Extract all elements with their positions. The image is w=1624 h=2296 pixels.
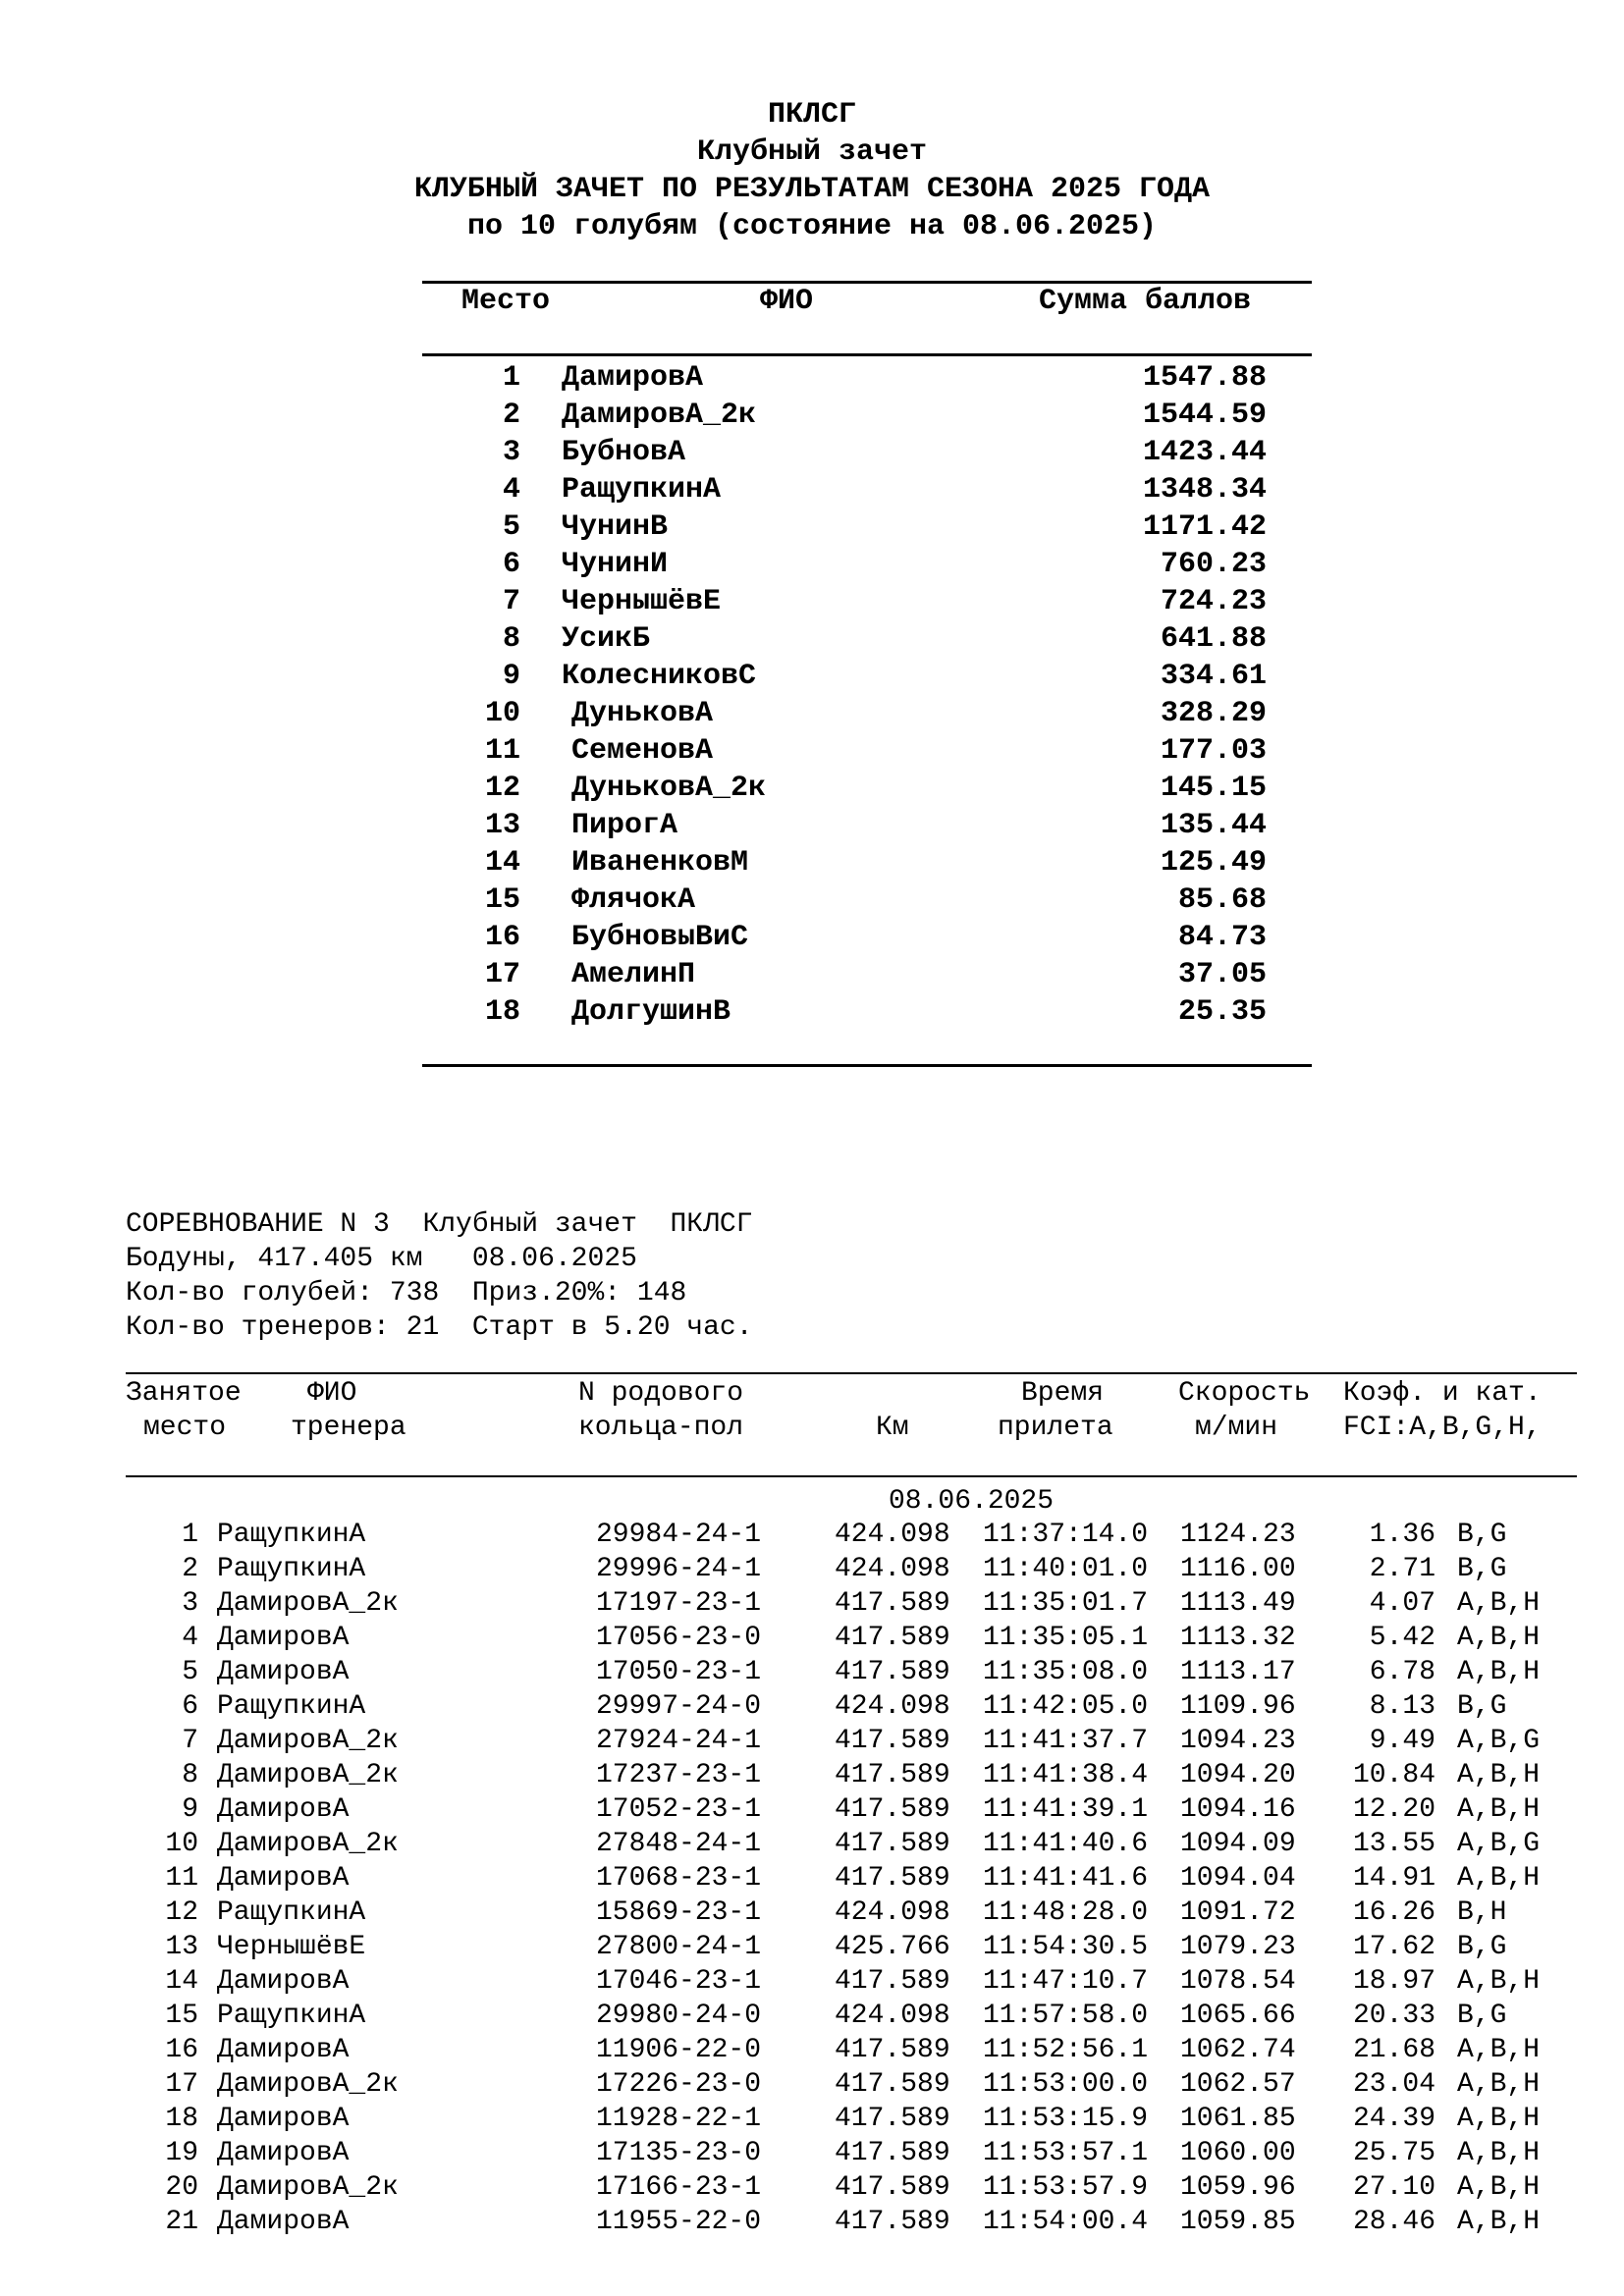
summary-place: 17 — [484, 958, 520, 991]
summary-row — [422, 508, 1312, 546]
result-speed: 1094.23 — [1180, 1726, 1296, 1756]
summary-subtitle: Клубный зачет — [696, 135, 928, 169]
summary-header-rule — [422, 353, 1312, 356]
result-time: 11:40:01.0 — [983, 1554, 1149, 1584]
competition-line-4: Кол-во тренеров: 21 Старт в 5.20 час. — [126, 1312, 753, 1343]
summary-name: ДуньковА — [571, 697, 714, 730]
summary-place: 8 — [502, 622, 520, 656]
results-row — [126, 1689, 1577, 1724]
summary-row — [422, 956, 1312, 993]
result-coef: 24.39 — [1352, 2104, 1435, 2134]
result-km: 424.098 — [835, 2001, 950, 2031]
result-time: 11:53:00.0 — [983, 2069, 1149, 2100]
result-coef: 14.91 — [1352, 1863, 1435, 1894]
result-place: 10 — [165, 1829, 198, 1859]
results-row — [126, 2033, 1577, 2067]
result-km: 425.766 — [835, 1932, 950, 1962]
result-speed: 1060.00 — [1180, 2138, 1296, 2168]
summary-place: 7 — [502, 585, 520, 618]
summary-place: 13 — [484, 809, 520, 842]
result-place: 13 — [165, 1932, 198, 1962]
summary-score: 724.23 — [1160, 585, 1267, 618]
result-coef: 2.71 — [1369, 1554, 1435, 1584]
summary-score: 37.05 — [1177, 958, 1267, 991]
result-coef: 5.42 — [1369, 1623, 1435, 1653]
result-ring: 29984-24-1 — [596, 1520, 762, 1550]
col-name-2: тренера — [291, 1413, 406, 1443]
results-row — [126, 1792, 1577, 1827]
summary-name: ЧернышёвЕ — [562, 585, 722, 618]
summary-row — [422, 844, 1312, 881]
summary-score: 334.61 — [1160, 660, 1267, 693]
results-row — [126, 1621, 1577, 1655]
result-category: B,G — [1457, 1554, 1507, 1584]
col-km: Км — [876, 1413, 909, 1443]
summary-score: 125.49 — [1160, 846, 1267, 880]
result-category: A,B,H — [1457, 2069, 1541, 2100]
result-coef: 21.68 — [1352, 2035, 1435, 2065]
result-category: A,B,H — [1457, 1623, 1541, 1653]
result-km: 417.589 — [835, 2172, 950, 2203]
summary-name: ДамировА_2к — [562, 399, 757, 432]
result-ring: 17237-23-1 — [596, 1760, 762, 1790]
result-speed: 1113.49 — [1180, 1588, 1296, 1619]
results-row — [126, 1861, 1577, 1896]
result-speed: 1094.09 — [1180, 1829, 1296, 1859]
result-name: ДамировА_2к — [217, 1588, 399, 1619]
result-category: A,B,H — [1457, 1794, 1541, 1825]
summary-score: 25.35 — [1177, 995, 1267, 1029]
summary-row — [422, 658, 1312, 695]
result-place: 15 — [165, 2001, 198, 2031]
result-ring: 29997-24-0 — [596, 1691, 762, 1722]
competition-line-1: СОРЕВНОВАНИЕ N 3 Клубный зачет ПКЛСГ — [126, 1209, 753, 1240]
result-speed: 1109.96 — [1180, 1691, 1296, 1722]
summary-row — [422, 881, 1312, 919]
result-coef: 25.75 — [1352, 2138, 1435, 2168]
result-category: A,B,H — [1457, 2207, 1541, 2237]
result-speed: 1094.04 — [1180, 1863, 1296, 1894]
results-row — [126, 1930, 1577, 1964]
result-ring: 17068-23-1 — [596, 1863, 762, 1894]
result-name: ДамировА — [217, 1863, 350, 1894]
result-ring: 11906-22-0 — [596, 2035, 762, 2065]
result-km: 417.589 — [835, 1623, 950, 1653]
result-time: 11:41:39.1 — [983, 1794, 1149, 1825]
result-coef: 9.49 — [1369, 1726, 1435, 1756]
summary-place: 4 — [502, 473, 520, 507]
summary-row — [422, 434, 1312, 471]
result-ring: 29996-24-1 — [596, 1554, 762, 1584]
result-place: 1 — [182, 1520, 198, 1550]
result-ring: 29980-24-0 — [596, 2001, 762, 2031]
summary-name: СеменовА — [571, 734, 714, 768]
result-km: 417.589 — [835, 1726, 950, 1756]
summary-name: РащупкинА — [562, 473, 722, 507]
result-category: B,G — [1457, 1520, 1507, 1550]
result-place: 21 — [165, 2207, 198, 2237]
result-time: 11:48:28.0 — [983, 1897, 1149, 1928]
result-name: ДамировА — [217, 2138, 350, 2168]
summary-row — [422, 620, 1312, 658]
result-coef: 23.04 — [1352, 2069, 1435, 2100]
results-row — [126, 1827, 1577, 1861]
summary-row — [422, 359, 1312, 397]
result-km: 417.589 — [835, 1794, 950, 1825]
result-time: 11:54:00.4 — [983, 2207, 1149, 2237]
summary-score: 1348.34 — [1142, 473, 1267, 507]
summary-place: 5 — [502, 510, 520, 544]
result-name: ДамировА — [217, 1794, 350, 1825]
result-speed: 1062.57 — [1180, 2069, 1296, 2100]
org-title: ПКЛСГ — [767, 98, 856, 132]
result-km: 417.589 — [835, 2138, 950, 2168]
result-category: B,G — [1457, 1932, 1507, 1962]
summary-place: 14 — [484, 846, 520, 880]
summary-score: 177.03 — [1160, 734, 1267, 768]
result-category: A,B,H — [1457, 1760, 1541, 1790]
result-place: 19 — [165, 2138, 198, 2168]
result-speed: 1113.32 — [1180, 1623, 1296, 1653]
summary-row — [422, 695, 1312, 732]
results-row — [126, 1724, 1577, 1758]
result-km: 417.589 — [835, 1829, 950, 1859]
result-km: 417.589 — [835, 1966, 950, 1997]
result-place: 4 — [182, 1623, 198, 1653]
result-place: 9 — [182, 1794, 198, 1825]
result-name: РащупкинА — [217, 1554, 366, 1584]
summary-name: ИваненковМ — [571, 846, 749, 880]
result-km: 417.589 — [835, 1863, 950, 1894]
result-ring: 15869-23-1 — [596, 1897, 762, 1928]
col-place-2: место — [143, 1413, 227, 1443]
result-time: 11:41:40.6 — [983, 1829, 1149, 1859]
result-speed: 1091.72 — [1180, 1897, 1296, 1928]
result-place: 18 — [165, 2104, 198, 2134]
result-coef: 12.20 — [1352, 1794, 1435, 1825]
result-km: 424.098 — [835, 1691, 950, 1722]
results-header-rule — [126, 1475, 1577, 1477]
summary-col-place: Место — [461, 285, 551, 318]
result-time: 11:53:57.9 — [983, 2172, 1149, 2203]
summary-place: 12 — [484, 772, 520, 805]
summary-col-name: ФИО — [760, 285, 814, 318]
summary-name: БубновА — [562, 436, 686, 469]
result-speed: 1079.23 — [1180, 1932, 1296, 1962]
result-category: A,B,H — [1457, 2035, 1541, 2065]
result-coef: 17.62 — [1352, 1932, 1435, 1962]
summary-score: 85.68 — [1177, 883, 1267, 917]
result-ring: 17050-23-1 — [596, 1657, 762, 1687]
results-row — [126, 1964, 1577, 1999]
result-ring: 17197-23-1 — [596, 1588, 762, 1619]
summary-score: 1544.59 — [1142, 399, 1267, 432]
result-category: A,B,H — [1457, 1966, 1541, 1997]
summary-score: 328.29 — [1160, 697, 1267, 730]
col-speed-2: м/мин — [1195, 1413, 1278, 1443]
col-coef-1: Коэф. и кат. — [1343, 1378, 1542, 1409]
summary-place: 15 — [484, 883, 520, 917]
summary-score: 1171.42 — [1142, 510, 1267, 544]
result-time: 11:53:57.1 — [983, 2138, 1149, 2168]
results-row — [126, 1518, 1577, 1552]
summary-score: 84.73 — [1177, 921, 1267, 954]
summary-top-rule — [422, 281, 1312, 284]
result-coef: 13.55 — [1352, 1829, 1435, 1859]
result-category: A,B,H — [1457, 2172, 1541, 2203]
result-coef: 1.36 — [1369, 1520, 1435, 1550]
result-coef: 8.13 — [1369, 1691, 1435, 1722]
result-coef: 6.78 — [1369, 1657, 1435, 1687]
result-km: 417.589 — [835, 1657, 950, 1687]
summary-name: БубновыВиС — [571, 921, 749, 954]
summary-place: 2 — [502, 399, 520, 432]
result-name: ДамировА_2к — [217, 1726, 399, 1756]
result-time: 11:35:01.7 — [983, 1588, 1149, 1619]
results-top-rule — [126, 1372, 1577, 1374]
summary-row — [422, 583, 1312, 620]
results-row — [126, 1758, 1577, 1792]
result-category: A,B,H — [1457, 1863, 1541, 1894]
col-ring-2: кольца-пол — [578, 1413, 744, 1443]
summary-place: 1 — [502, 361, 520, 395]
result-km: 417.589 — [835, 1760, 950, 1790]
competition-line-3: Кол-во голубей: 738 Приз.20%: 148 — [126, 1278, 687, 1308]
result-name: ДамировА — [217, 1966, 350, 1997]
results-row — [126, 1896, 1577, 1930]
summary-name: ДуньковА_2к — [571, 772, 767, 805]
results-row — [126, 2170, 1577, 2205]
result-ring: 27848-24-1 — [596, 1829, 762, 1859]
result-coef: 18.97 — [1352, 1966, 1435, 1997]
summary-row — [422, 546, 1312, 583]
summary-name: ДамировА — [562, 361, 704, 395]
result-name: РащупкинА — [217, 1897, 366, 1928]
result-time: 11:53:15.9 — [983, 2104, 1149, 2134]
result-speed: 1059.96 — [1180, 2172, 1296, 2203]
summary-name: ЧунинВ — [562, 510, 669, 544]
results-date: 08.06.2025 — [889, 1486, 1055, 1517]
result-time: 11:41:37.7 — [983, 1726, 1149, 1756]
result-coef: 16.26 — [1352, 1897, 1435, 1928]
summary-place: 16 — [484, 921, 520, 954]
result-time: 11:41:38.4 — [983, 1760, 1149, 1790]
result-category: A,B,G — [1457, 1726, 1541, 1756]
summary-name: ФлячокА — [571, 883, 696, 917]
result-place: 14 — [165, 1966, 198, 1997]
result-speed: 1062.74 — [1180, 2035, 1296, 2065]
result-speed: 1078.54 — [1180, 1966, 1296, 1997]
result-time: 11:54:30.5 — [983, 1932, 1149, 1962]
summary-name: ПирогА — [571, 809, 678, 842]
result-km: 417.589 — [835, 1588, 950, 1619]
result-coef: 4.07 — [1369, 1588, 1435, 1619]
result-place: 20 — [165, 2172, 198, 2203]
summary-row — [422, 471, 1312, 508]
result-speed: 1113.17 — [1180, 1657, 1296, 1687]
result-name: ДамировА_2к — [217, 2172, 399, 2203]
result-ring: 11928-22-1 — [596, 2104, 762, 2134]
result-place: 12 — [165, 1897, 198, 1928]
result-km: 417.589 — [835, 2035, 950, 2065]
result-speed: 1094.20 — [1180, 1760, 1296, 1790]
summary-col-score: Сумма баллов — [1039, 285, 1252, 318]
result-ring: 27800-24-1 — [596, 1932, 762, 1962]
result-place: 8 — [182, 1760, 198, 1790]
result-category: B,H — [1457, 1897, 1507, 1928]
result-name: ДамировА — [217, 1657, 350, 1687]
result-time: 11:57:58.0 — [983, 2001, 1149, 2031]
result-category: A,B,H — [1457, 1588, 1541, 1619]
result-speed: 1065.66 — [1180, 2001, 1296, 2031]
result-speed: 1124.23 — [1180, 1520, 1296, 1550]
result-time: 11:47:10.7 — [983, 1966, 1149, 1997]
result-ring: 17226-23-0 — [596, 2069, 762, 2100]
col-speed-1: Скорость — [1178, 1378, 1311, 1409]
summary-row — [422, 397, 1312, 434]
col-name-1: ФИО — [307, 1378, 357, 1409]
col-ring-1: N родового — [578, 1378, 744, 1409]
summary-name: ЧунинИ — [562, 548, 669, 581]
summary-score: 1547.88 — [1142, 361, 1267, 395]
result-ring: 17056-23-0 — [596, 1623, 762, 1653]
result-category: B,G — [1457, 1691, 1507, 1722]
summary-place: 3 — [502, 436, 520, 469]
result-time: 11:35:08.0 — [983, 1657, 1149, 1687]
result-coef: 27.10 — [1352, 2172, 1435, 2203]
result-coef: 28.46 — [1352, 2207, 1435, 2237]
summary-row — [422, 807, 1312, 844]
result-place: 5 — [182, 1657, 198, 1687]
result-km: 424.098 — [835, 1520, 950, 1550]
result-name: РащупкинА — [217, 2001, 366, 2031]
col-time-1: Время — [1021, 1378, 1105, 1409]
result-ring: 17135-23-0 — [596, 2138, 762, 2168]
result-speed: 1094.16 — [1180, 1794, 1296, 1825]
results-row — [126, 2136, 1577, 2170]
results-row — [126, 1552, 1577, 1586]
result-km: 424.098 — [835, 1897, 950, 1928]
summary-score: 760.23 — [1160, 548, 1267, 581]
summary-place: 18 — [484, 995, 520, 1029]
result-time: 11:35:05.1 — [983, 1623, 1149, 1653]
result-coef: 20.33 — [1352, 2001, 1435, 2031]
result-name: ДамировА_2к — [217, 1760, 399, 1790]
summary-place: 9 — [502, 660, 520, 693]
results-row — [126, 2102, 1577, 2136]
summary-title: КЛУБНЫЙ ЗАЧЕТ ПО РЕЗУЛЬТАТАМ СЕЗОНА 2025 ГОДА — [413, 173, 1211, 206]
result-km: 417.589 — [835, 2207, 950, 2237]
result-speed: 1116.00 — [1180, 1554, 1296, 1584]
result-category: A,B,H — [1457, 1657, 1541, 1687]
col-place-1: Занятое — [126, 1378, 242, 1409]
results-row — [126, 1655, 1577, 1689]
summary-row — [422, 770, 1312, 807]
result-time: 11:37:14.0 — [983, 1520, 1149, 1550]
summary-name: ДолгушинВ — [571, 995, 731, 1029]
result-place: 3 — [182, 1588, 198, 1619]
result-ring: 17046-23-1 — [596, 1966, 762, 1997]
results-row — [126, 1586, 1577, 1621]
result-km: 424.098 — [835, 1554, 950, 1584]
result-ring: 17052-23-1 — [596, 1794, 762, 1825]
result-coef: 10.84 — [1352, 1760, 1435, 1790]
result-category: A,B,H — [1457, 2138, 1541, 2168]
summary-row — [422, 993, 1312, 1031]
result-place: 2 — [182, 1554, 198, 1584]
result-ring: 11955-22-0 — [596, 2207, 762, 2237]
result-category: A,B,H — [1457, 2104, 1541, 2134]
results-row — [126, 1999, 1577, 2033]
result-name: ДамировА — [217, 2104, 350, 2134]
result-ring: 17166-23-1 — [596, 2172, 762, 2203]
result-place: 6 — [182, 1691, 198, 1722]
summary-subtitle2: по 10 голубям (состояние на 08.06.2025) — [466, 210, 1158, 243]
result-category: B,G — [1457, 2001, 1507, 2031]
result-name: РащупкинА — [217, 1691, 366, 1722]
summary-name: АмелинП — [571, 958, 696, 991]
summary-name: КолесниковС — [562, 660, 757, 693]
summary-score: 1423.44 — [1142, 436, 1267, 469]
result-time: 11:42:05.0 — [983, 1691, 1149, 1722]
results-row — [126, 2205, 1577, 2239]
result-km: 417.589 — [835, 2069, 950, 2100]
summary-row — [422, 732, 1312, 770]
result-name: РащупкинА — [217, 1520, 366, 1550]
summary-bottom-rule — [422, 1064, 1312, 1067]
result-name: ДамировА — [217, 2207, 350, 2237]
result-name: ДамировА — [217, 1623, 350, 1653]
result-speed: 1061.85 — [1180, 2104, 1296, 2134]
result-time: 11:52:56.1 — [983, 2035, 1149, 2065]
col-time-2: прилета — [998, 1413, 1113, 1443]
summary-score: 145.15 — [1160, 772, 1267, 805]
result-time: 11:41:41.6 — [983, 1863, 1149, 1894]
result-ring: 27924-24-1 — [596, 1726, 762, 1756]
summary-place: 11 — [484, 734, 520, 768]
result-name: ЧернышёвЕ — [217, 1932, 366, 1962]
result-name: ДамировА_2к — [217, 2069, 399, 2100]
result-place: 7 — [182, 1726, 198, 1756]
competition-line-2: Бодуны, 417.405 км 08.06.2025 — [126, 1244, 637, 1274]
result-place: 16 — [165, 2035, 198, 2065]
summary-score: 641.88 — [1160, 622, 1267, 656]
result-place: 11 — [165, 1863, 198, 1894]
summary-place: 10 — [484, 697, 520, 730]
result-name: ДамировА — [217, 2035, 350, 2065]
summary-row — [422, 919, 1312, 956]
result-place: 17 — [165, 2069, 198, 2100]
summary-place: 6 — [502, 548, 520, 581]
col-coef-2: FCI:A,B,G,H, — [1343, 1413, 1542, 1443]
results-row — [126, 2067, 1577, 2102]
result-category: A,B,G — [1457, 1829, 1541, 1859]
summary-name: УсикБ — [562, 622, 651, 656]
result-km: 417.589 — [835, 2104, 950, 2134]
result-speed: 1059.85 — [1180, 2207, 1296, 2237]
result-name: ДамировА_2к — [217, 1829, 399, 1859]
summary-score: 135.44 — [1160, 809, 1267, 842]
